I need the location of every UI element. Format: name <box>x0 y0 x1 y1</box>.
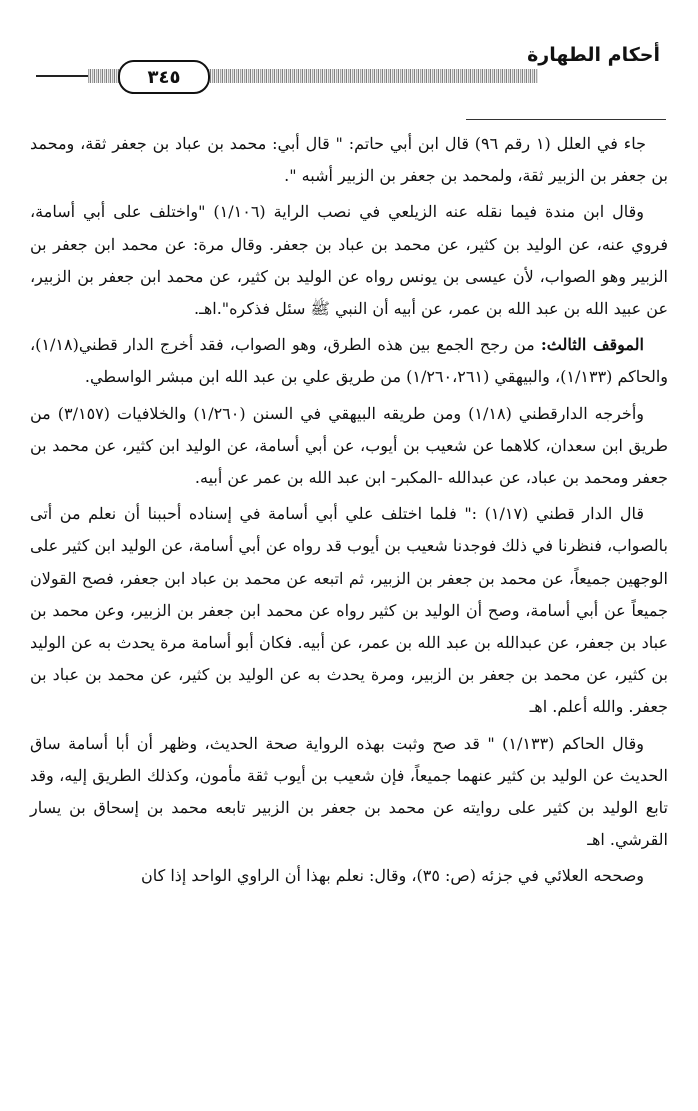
page-header <box>0 0 698 100</box>
paragraph-5: قال الدار قطني (١/١٧) :" فلما اختلف علي أبي أسامة في إسناده أحببنا أن نعلم من أتى بالصواب، فنظرنا في ذلك فوجدنا شعيب بن أيوب قد رواه عن أبي أسامة، عن الوليد ابن كثير على الوجهين جميعاً، عن محمد بن جعفر بن الزبير، ثم اتبعه عن محمد بن عباد ابن جعفر، فصح القولان جميعاً عن أبي أسامة، وصح أن الوليد بن كثير رواه عن محمد ابن جعفر بن الزبير، وعن محمد بن عباد بن جعفر، عن عبدالله بن عبد الله بن عمر، عن أبيه. فكان أبو أسامة مرة يحدث به عن الوليد بن كثير، عن محمد بن جعفر بن الزبير، ومرة يحدث به عن الوليد بن كثير، عن محمد بن عباد بن جعفر. والله أعلم. اهـ <box>30 504 668 717</box>
paragraph-lead: الموقف الثالث: <box>540 335 645 355</box>
page-number: ٣٤٥ <box>147 66 181 88</box>
book-title: أحكام الطهارة <box>527 44 660 66</box>
body-text <box>30 128 668 897</box>
page-number-badge <box>118 60 210 94</box>
paragraph-7: وصححه العلائي في جزئه (ص: ٣٥)، وقال: نعلم بهذا أن الراوي الواحد إذا كان <box>140 866 644 886</box>
paragraph-4: وأخرجه الدارقطني (١/١٨) ومن طريقه البيهقي في السنن (١/٢٦٠) والخلافيات (٣/١٥٧) من طريق ابن سعدان، كلاهما عن شعيب بن أيوب، عن أبي أسامة، عن الوليد ابن كثير، عن محمد بن جعفر ومحمد بن عباد، عن عبدالله -المكبر- ابن عبد الله بن عمر عن أبيه. <box>30 403 668 488</box>
paragraph-1: جاء في العلل (١ رقم ٩٦) قال ابن أبي حاتم: " قال أبي: محمد بن عباد بن جعفر ثقة، ومحمد بن جعفر بن الزبير ثقة، ولمحمد بن جعفر بن الزبير أشبه ". <box>30 134 668 186</box>
paragraph-6: وقال الحاكم (١/١٣٣) " قد صح وثبت بهذه الرواية صحة الحديث، وظهر أن أبا أسامة ساق الحديث عن الوليد بن كثير عنهما جميعاً، فإن شعيب بن أيوب ثقة مأمون، وكذلك الطريق إليه، وقد تابع الوليد بن كثير على روايته عن محمد بن جعفر بن الزبير تابعه محمد بن إسحاق بن يسار القرشي. اهـ <box>30 733 668 850</box>
header-rule-left <box>36 75 88 77</box>
paragraph-3: الموقف الثالث: من رجح الجمع بين هذه الطرق، وهو الصواب، فقد أخرج الدار قطني(١/١٨)، والحاكم (١/١٣٣)، والبيهقي (١/٢٦٠،٢٦١) من طريق علي بن عبد الله ابن مبشر الواسطي. <box>30 335 668 387</box>
paragraph-2: وقال ابن مندة فيما نقله عنه الزيلعي في نصب الراية (١/١٠٦) "واختلف على أبي أسامة، فروي عنه، عن الوليد بن كثير، عن محمد بن عباد بن جعفر. وقال مرة: عن محمد ابن جعفر بن الزبير وهو الصواب، لأن عيسى بن يونس رواه عن الوليد بن كثير، عن محمد ابن جعفر بن الزبير، عن عبيد الله بن عبد الله بن عمر، عن أبيه أن النبي ﷺ سئل فذكره".اهـ. <box>30 202 668 319</box>
top-separator-rule <box>466 119 666 120</box>
